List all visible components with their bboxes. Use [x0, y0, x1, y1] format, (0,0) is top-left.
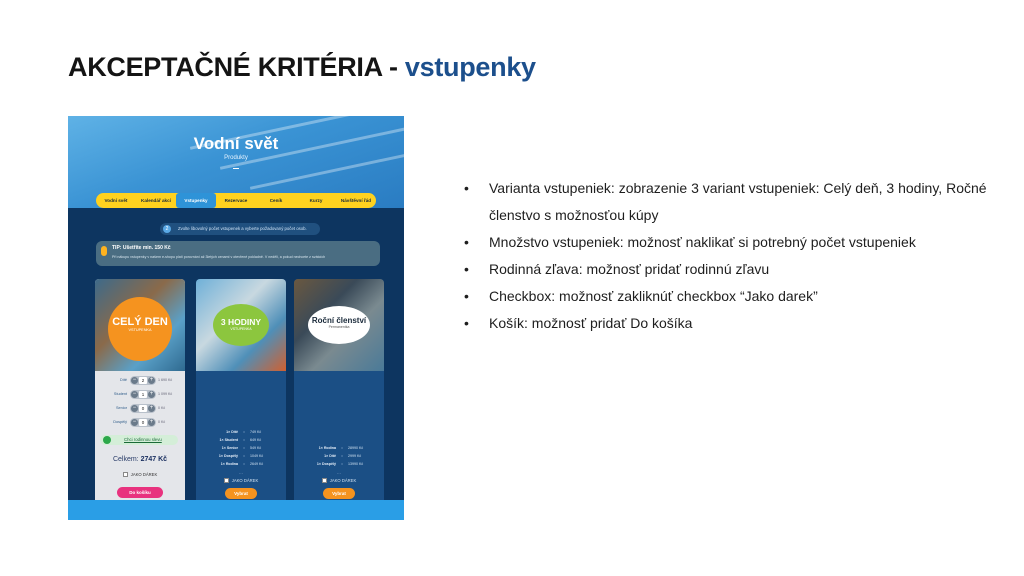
slide-title-accent: vstupenky: [404, 52, 536, 82]
gift-checkbox-row[interactable]: [95, 472, 185, 477]
total-label: Celkem:: [112, 456, 139, 463]
price-label: 1× Rodina: [220, 462, 238, 466]
family-discount-toggle[interactable]: [100, 435, 178, 445]
quantity-stepper[interactable]: [130, 390, 156, 399]
nav-item-cenik[interactable]: Ceník: [269, 198, 283, 203]
price-label: 1× Dítě: [226, 430, 238, 434]
price-list: [196, 430, 286, 470]
price-label: 1× Senior: [221, 446, 238, 450]
badge-title: Roční členství: [311, 316, 367, 325]
price-label: 1× Dospělý: [218, 454, 238, 458]
criteria-item: • Rodinná zľava: možnosť pridať rodinnú zľavu: [464, 256, 1004, 283]
qty-price: 1 690 Kč: [158, 378, 173, 382]
price-row: 1× Dítě = 749 Kč: [226, 430, 262, 434]
ticket-card-3-hodiny: [196, 279, 286, 508]
card-image: [196, 279, 286, 371]
qty-row-dite: [95, 376, 185, 386]
hero-subtitle: Produkty: [224, 155, 248, 161]
total: [95, 456, 185, 463]
gift-checkbox[interactable]: [322, 478, 327, 483]
qty-label: Student: [113, 392, 127, 396]
badge-3-hodiny: [213, 304, 269, 346]
gift-label: JAKO DÁREK: [231, 478, 259, 483]
gift-checkbox-row[interactable]: [196, 478, 286, 483]
price-value: 28990 Kč: [348, 446, 364, 450]
family-discount-link[interactable]: Chci rodinnou slevu: [124, 437, 162, 442]
price-row: 1× Rodina = 2649 Kč: [220, 462, 264, 466]
qty-row-dospely: [95, 418, 185, 428]
badge-subtitle: VSTUPENKA: [230, 327, 252, 331]
gift-label: JAKO DÁREK: [329, 478, 357, 483]
lightbulb-icon: [101, 246, 107, 256]
badge-rocni-clenstvi: [308, 306, 370, 344]
card-image: [294, 279, 384, 371]
price-row: 1× Dítě = 2999 Kč: [324, 454, 362, 458]
quantity-value[interactable]: 0: [139, 419, 147, 426]
quantity-value[interactable]: 2: [139, 377, 147, 384]
website-screenshot: [68, 116, 404, 520]
qty-price: 1 099 Kč: [158, 392, 173, 396]
qty-price: 0 Kč: [158, 406, 166, 410]
step-number: 2: [163, 225, 171, 233]
step-info-text: Zvolte libovolný počet vstupenek a vyberte požadovaný počet osob.: [178, 226, 307, 231]
nav-item-vstupenky[interactable]: Vstupenky: [176, 193, 216, 208]
price-label: 1× Dospělý: [316, 462, 336, 466]
nav-item-kalendar-akci[interactable]: Kalendář akcí: [141, 198, 171, 203]
step-info: [160, 223, 320, 235]
dots: ...: [336, 470, 342, 476]
tip-body: Při nákupu vstupenky v našem e-shopu platí porovnání až 3letých cenami v otevřené pokladně. V neděli, a pokud nechcete z svátcích: [112, 255, 326, 259]
select-button[interactable]: Vybrat: [323, 488, 355, 499]
qty-label: Dospělý: [113, 420, 127, 424]
gift-checkbox[interactable]: [224, 478, 229, 483]
plus-button[interactable]: +: [149, 419, 154, 425]
criteria-item: • Checkbox: možnosť zakliknúť checkbox “Jako darek”: [464, 283, 1004, 310]
price-label: 1× Student: [219, 438, 238, 442]
ticket-card-rocni-clenstvi: [294, 279, 384, 508]
qty-label: Senior: [116, 406, 127, 410]
gift-checkbox-row[interactable]: [294, 478, 384, 483]
price-value: 2649 Kč: [250, 462, 264, 466]
price-label: 1× Rodina: [318, 446, 336, 450]
criteria-item: • Množstvo vstupeniek: možnosť naklikať si potrebný počet vstupeniek: [464, 229, 1004, 256]
card-image: [95, 279, 185, 371]
price-value: 13990 Kč: [348, 462, 364, 466]
footer-wave: [68, 500, 404, 520]
price-list: [294, 446, 384, 470]
plus-button[interactable]: +: [149, 391, 154, 397]
hero-divider: [233, 168, 239, 169]
select-button[interactable]: Vybrat: [225, 488, 257, 499]
slide-title-main: AKCEPTAČNÉ KRITÉRIA -: [68, 52, 405, 82]
tip-title: TIP: Ušetříte min. 150 Kč: [112, 245, 171, 251]
minus-button[interactable]: −: [132, 391, 137, 397]
qty-label: Dítě: [120, 378, 127, 382]
minus-button[interactable]: −: [132, 377, 137, 383]
quantity-stepper[interactable]: [130, 404, 156, 413]
price-value: 649 Kč: [250, 438, 262, 442]
price-row: 1× Dospělý = 13990 Kč: [316, 462, 364, 466]
price-row: 1× Senior = 549 Kč: [221, 446, 262, 450]
family-icon: [103, 436, 111, 444]
badge-subtitle: Permanentka: [328, 325, 350, 329]
price-row: 1× Dospělý = 1049 Kč: [218, 454, 264, 458]
quantity-stepper[interactable]: [130, 376, 156, 385]
quantity-value[interactable]: 0: [139, 405, 147, 412]
nav-item-navstevni-rad[interactable]: Návštěvní řád: [340, 198, 372, 203]
badge-title: 3 HODINY: [220, 317, 262, 327]
price-value: 2999 Kč: [348, 454, 362, 458]
gift-label: JAKO DÁREK: [130, 472, 158, 477]
slide-title: [68, 52, 536, 83]
plus-button[interactable]: +: [149, 377, 154, 383]
criteria-item: • Varianta vstupeniek: zobrazenie 3 variant vstupeniek: Celý deň, 3 hodiny, Ročné členstvo s možnosťou kúpy: [464, 175, 1004, 229]
hero-title: Vodní svět: [193, 134, 279, 153]
qty-row-senior: [95, 404, 185, 414]
tip-box: [96, 241, 380, 266]
price-label: 1× Dítě: [324, 454, 336, 458]
quantity-stepper[interactable]: [130, 418, 156, 427]
add-to-cart-button[interactable]: Do košíku: [117, 487, 163, 498]
plus-button[interactable]: +: [149, 405, 154, 411]
price-row: 1× Rodina = 28990 Kč: [318, 446, 364, 450]
nav-item-vodni-svet[interactable]: Vodní svět: [104, 198, 128, 203]
price-value: 749 Kč: [250, 430, 262, 434]
criteria-list: [464, 175, 1004, 337]
qty-price: 0 Kč: [158, 420, 166, 424]
badge-title: CELÝ DEN: [112, 316, 168, 328]
badge-subtitle: VSTUPENKA: [128, 328, 152, 332]
nav-item-kurzy[interactable]: Kurzy: [309, 198, 323, 203]
gift-checkbox[interactable]: [123, 472, 128, 477]
price-row: 1× Student = 649 Kč: [219, 438, 262, 442]
nav-item-rezervace[interactable]: Rezervace: [224, 198, 248, 203]
minus-button[interactable]: −: [132, 405, 137, 411]
ticket-card-cely-den: [95, 279, 185, 508]
price-value: 1049 Kč: [250, 454, 264, 458]
minus-button[interactable]: −: [132, 419, 137, 425]
main-nav: [96, 193, 376, 208]
price-value: 549 Kč: [250, 446, 262, 450]
badge-cely-den: [108, 297, 172, 361]
qty-row-student: [95, 390, 185, 400]
criteria-item: • Košík: možnosť pridať Do košíka: [464, 310, 1004, 337]
quantity-value[interactable]: 1: [139, 391, 147, 398]
total-value: 2747 Kč: [140, 456, 168, 463]
dots: ...: [238, 470, 244, 476]
